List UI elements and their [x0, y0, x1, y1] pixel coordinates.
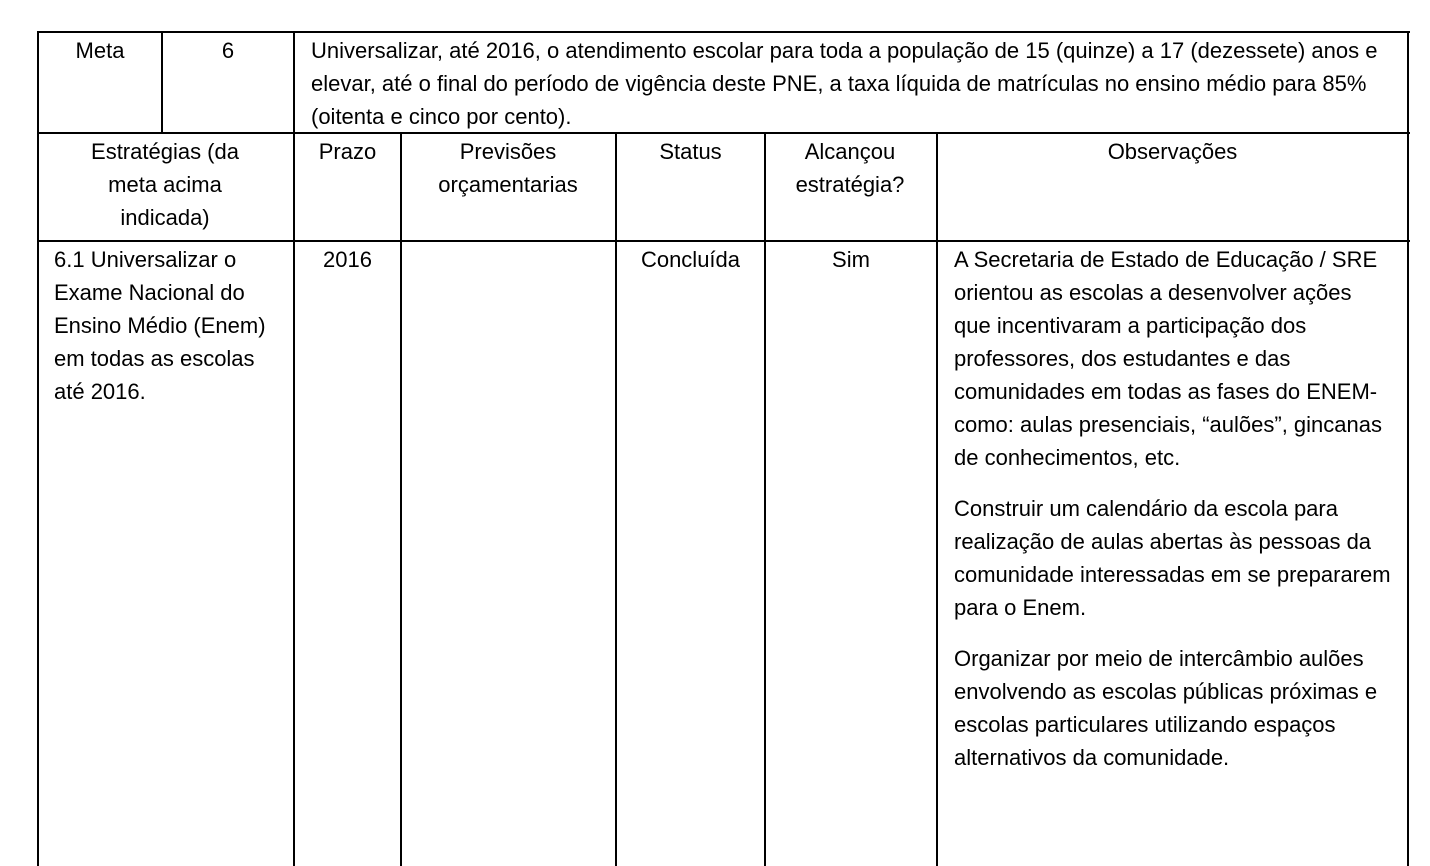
column-divider-5	[936, 132, 938, 866]
header-achieved: Alcançou estratégia?	[795, 139, 905, 197]
column-divider-2	[400, 132, 402, 866]
header-budget: Previsões orçamentarias	[438, 139, 578, 197]
meta-number: 6	[221, 38, 235, 63]
note-paragraph: Construir um calendário da escola para realização de aulas abertas às pessoas da comunidade interessadas em se prepararem para o Enem.	[954, 496, 1391, 620]
note-paragraph: Organizar por meio de intercâmbio aulões envolvendo as escolas públicas próximas e escolas particulares utilizando espaços alternativos da comunidade.	[954, 646, 1378, 770]
notes-cell	[954, 243, 1394, 792]
table-border-left	[37, 31, 39, 866]
status-cell: Concluída	[640, 247, 741, 272]
table-border-top	[37, 31, 1410, 33]
header-status: Status	[659, 139, 722, 164]
strategy-cell: 6.1 Universalizar o Exame Nacional do Ensino Médio (Enem) em todas as escolas até 2016.	[54, 247, 266, 404]
table-border-right	[1407, 31, 1409, 866]
table-rule-after-header	[37, 240, 1410, 242]
header-strategies: Estratégias (da meta acima indicada)	[91, 139, 239, 230]
header-deadline: Prazo	[318, 139, 377, 164]
header-notes: Observações	[1107, 139, 1238, 164]
deadline-cell: 2016	[323, 247, 372, 272]
meta-label: Meta	[75, 38, 125, 63]
meta-description: Universalizar, até 2016, o atendimento escolar para toda a população de 15 (quinze) a 17 (dezessete) anos e elevar, até o final do período de vigência deste PNE, a taxa líquida de matrículas no ensino médio para 85% (oitenta e cinco por cento).	[311, 38, 1378, 129]
achieved-cell: Sim	[832, 247, 870, 272]
note-paragraph: A Secretaria de Estado de Educação / SRE orientou as escolas a desenvolver ações que incentivaram a participação dos professores, dos estudantes e das comunidades em todas as fases do ENEM- como: aulas presenciais, “aulões”, gincanas de conhecimentos, etc.	[954, 247, 1383, 470]
